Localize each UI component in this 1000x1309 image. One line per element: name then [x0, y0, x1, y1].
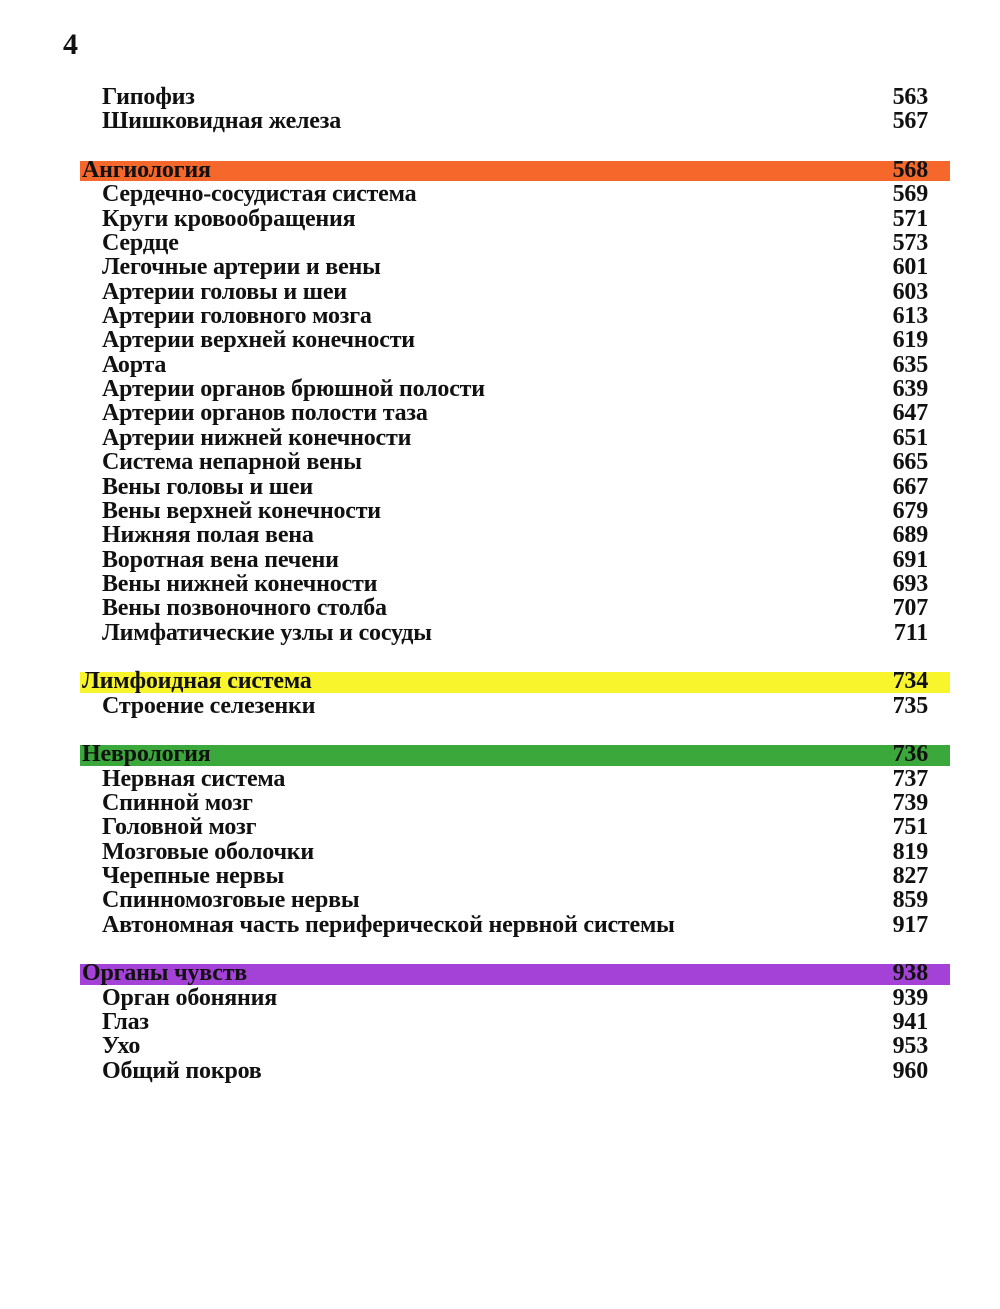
toc-entry-page: 567	[892, 108, 928, 135]
toc-entry-page: 960	[892, 1057, 928, 1084]
toc-entry-page: 665	[892, 449, 928, 476]
toc-entry-page: 917	[892, 911, 928, 938]
toc-entry-title: Вены головы и шеи	[102, 473, 313, 500]
toc-entry-title: Вены нижней конечности	[102, 570, 378, 597]
toc-entry-page: 941	[892, 1009, 928, 1036]
table-of-contents	[80, 85, 950, 1083]
toc-entry[interactable]	[80, 864, 950, 888]
toc-entry[interactable]	[80, 182, 950, 206]
toc-entry[interactable]	[80, 109, 950, 133]
toc-entry[interactable]	[80, 621, 950, 645]
toc-entry-page: 601	[892, 254, 928, 281]
toc-entry-title: Орган обоняния	[102, 984, 278, 1011]
toc-entry[interactable]	[80, 913, 950, 937]
section-gap	[80, 645, 950, 669]
toc-entry-page: 939	[892, 984, 928, 1011]
section-gap	[80, 718, 950, 742]
section-heading-title: Органы чувств	[82, 960, 248, 987]
toc-entry-page: 711	[893, 619, 928, 646]
section-gap	[80, 937, 950, 961]
toc-entry-title: Мозговые оболочки	[102, 838, 315, 865]
toc-entry[interactable]	[80, 401, 950, 425]
toc-entry-page: 679	[892, 497, 928, 524]
toc-entry-title: Шишковидная железа	[102, 108, 342, 135]
toc-entry-title: Лимфатические узлы и сосуды	[102, 619, 432, 646]
toc-entry[interactable]	[80, 231, 950, 255]
toc-entry-page: 693	[892, 570, 928, 597]
toc-entry-title: Артерии органов брюшной полости	[102, 376, 485, 403]
toc-entry-title: Сердце	[102, 230, 179, 257]
toc-entry-page: 603	[892, 278, 928, 305]
toc-entry[interactable]	[80, 475, 950, 499]
toc-entry-page: 707	[892, 595, 928, 622]
toc-entry-page: 667	[892, 473, 928, 500]
toc-entry[interactable]	[80, 377, 950, 401]
toc-entry-title: Артерии нижней конечности	[102, 424, 412, 451]
toc-entry-title: Артерии головы и шеи	[102, 278, 347, 305]
toc-entry[interactable]	[80, 450, 950, 474]
toc-entry-page: 751	[892, 814, 928, 841]
toc-entry-page: 619	[892, 327, 928, 354]
toc-entry-title: Нервная система	[102, 765, 286, 792]
toc-entry-page: 563	[892, 84, 928, 110]
toc-entry-page: 819	[892, 838, 928, 865]
toc-entry[interactable]	[80, 694, 950, 718]
toc-entry-page: 613	[892, 303, 928, 330]
toc-entry-title: Черепные нервы	[102, 863, 285, 889]
toc-entry-title: Легочные артерии и вены	[102, 254, 381, 281]
toc-entry-page: 635	[892, 351, 928, 378]
toc-entry-title: Круги кровообращения	[102, 205, 356, 232]
toc-entry-title: Гипофиз	[102, 84, 195, 110]
toc-entry[interactable]	[80, 255, 950, 279]
toc-entry-page: 691	[892, 546, 928, 573]
toc-entry[interactable]	[80, 572, 950, 596]
toc-entry-page: 689	[892, 522, 928, 549]
toc-entry-page: 953	[892, 1033, 928, 1060]
toc-entry-title: Автономная часть периферической нервной системы	[102, 911, 675, 938]
section-heading-page: 938	[892, 960, 928, 987]
toc-entry[interactable]	[80, 986, 950, 1010]
toc-entry[interactable]	[80, 1010, 950, 1034]
section-heading-page: 734	[892, 668, 928, 695]
toc-entry-title: Аорта	[102, 351, 167, 378]
toc-entry[interactable]	[80, 328, 950, 352]
toc-entry-title: Ухо	[102, 1033, 141, 1060]
section-heading-angiology[interactable]	[80, 158, 950, 182]
toc-entry[interactable]	[80, 499, 950, 523]
toc-entry[interactable]	[80, 548, 950, 572]
toc-entry-page: 859	[892, 887, 928, 914]
toc-entry-page: 651	[892, 424, 928, 451]
section-heading-page: 568	[892, 157, 928, 184]
toc-entry[interactable]	[80, 280, 950, 304]
toc-entry[interactable]	[80, 1034, 950, 1058]
toc-entry-title: Система непарной вены	[102, 449, 362, 476]
section-heading-neurology[interactable]	[80, 742, 950, 766]
section-heading-lymphoid[interactable]	[80, 669, 950, 693]
toc-entry[interactable]	[80, 840, 950, 864]
section-heading-senses[interactable]	[80, 961, 950, 985]
toc-entry-title: Строение селезенки	[102, 692, 316, 719]
toc-entry-title: Артерии верхней конечности	[102, 327, 415, 354]
toc-entry[interactable]	[80, 1059, 950, 1083]
toc-entry-title: Нижняя полая вена	[102, 522, 314, 549]
toc-entry[interactable]	[80, 791, 950, 815]
toc-entry-title: Артерии органов полости таза	[102, 400, 428, 427]
toc-entry-title: Спинной мозг	[102, 789, 253, 816]
toc-entry-title: Сердечно-сосудистая система	[102, 181, 417, 208]
toc-entry[interactable]	[80, 596, 950, 620]
toc-entry-page: 571	[892, 205, 928, 232]
toc-entry[interactable]	[80, 304, 950, 328]
toc-entry-title: Вены верхней конечности	[102, 497, 381, 524]
toc-entry[interactable]	[80, 353, 950, 377]
toc-entry[interactable]	[80, 767, 950, 791]
section-heading-title: Лимфоидная система	[82, 668, 312, 695]
toc-entry[interactable]	[80, 85, 950, 109]
toc-entry-title: Общий покров	[102, 1057, 262, 1084]
toc-entry-title: Артерии головного мозга	[102, 303, 372, 330]
toc-entry-page: 739	[892, 789, 928, 816]
section-heading-title: Ангиология	[82, 157, 211, 184]
toc-entry[interactable]	[80, 523, 950, 547]
toc-entry-page: 647	[892, 400, 928, 427]
toc-entry[interactable]	[80, 426, 950, 450]
toc-entry-title: Вены позвоночного столба	[102, 595, 387, 622]
toc-entry[interactable]	[80, 888, 950, 912]
section-heading-page: 736	[892, 741, 928, 768]
toc-entry-page: 569	[892, 181, 928, 208]
toc-entry-page: 737	[892, 765, 928, 792]
toc-entry-title: Спинномозговые нервы	[102, 887, 360, 914]
toc-entry-page: 573	[892, 230, 928, 257]
toc-entry[interactable]	[80, 815, 950, 839]
toc-entry-title: Головной мозг	[102, 814, 257, 841]
toc-entry-page: 639	[892, 376, 928, 403]
toc-entry-page: 827	[892, 863, 928, 889]
section-gap	[80, 134, 950, 158]
toc-entry-title: Глаз	[102, 1009, 149, 1036]
page-number: 4	[63, 28, 78, 61]
toc-entry[interactable]	[80, 207, 950, 231]
toc-entry-title: Воротная вена печени	[102, 546, 339, 573]
toc-entry-page: 735	[892, 692, 928, 719]
section-heading-title: Неврология	[82, 741, 211, 768]
